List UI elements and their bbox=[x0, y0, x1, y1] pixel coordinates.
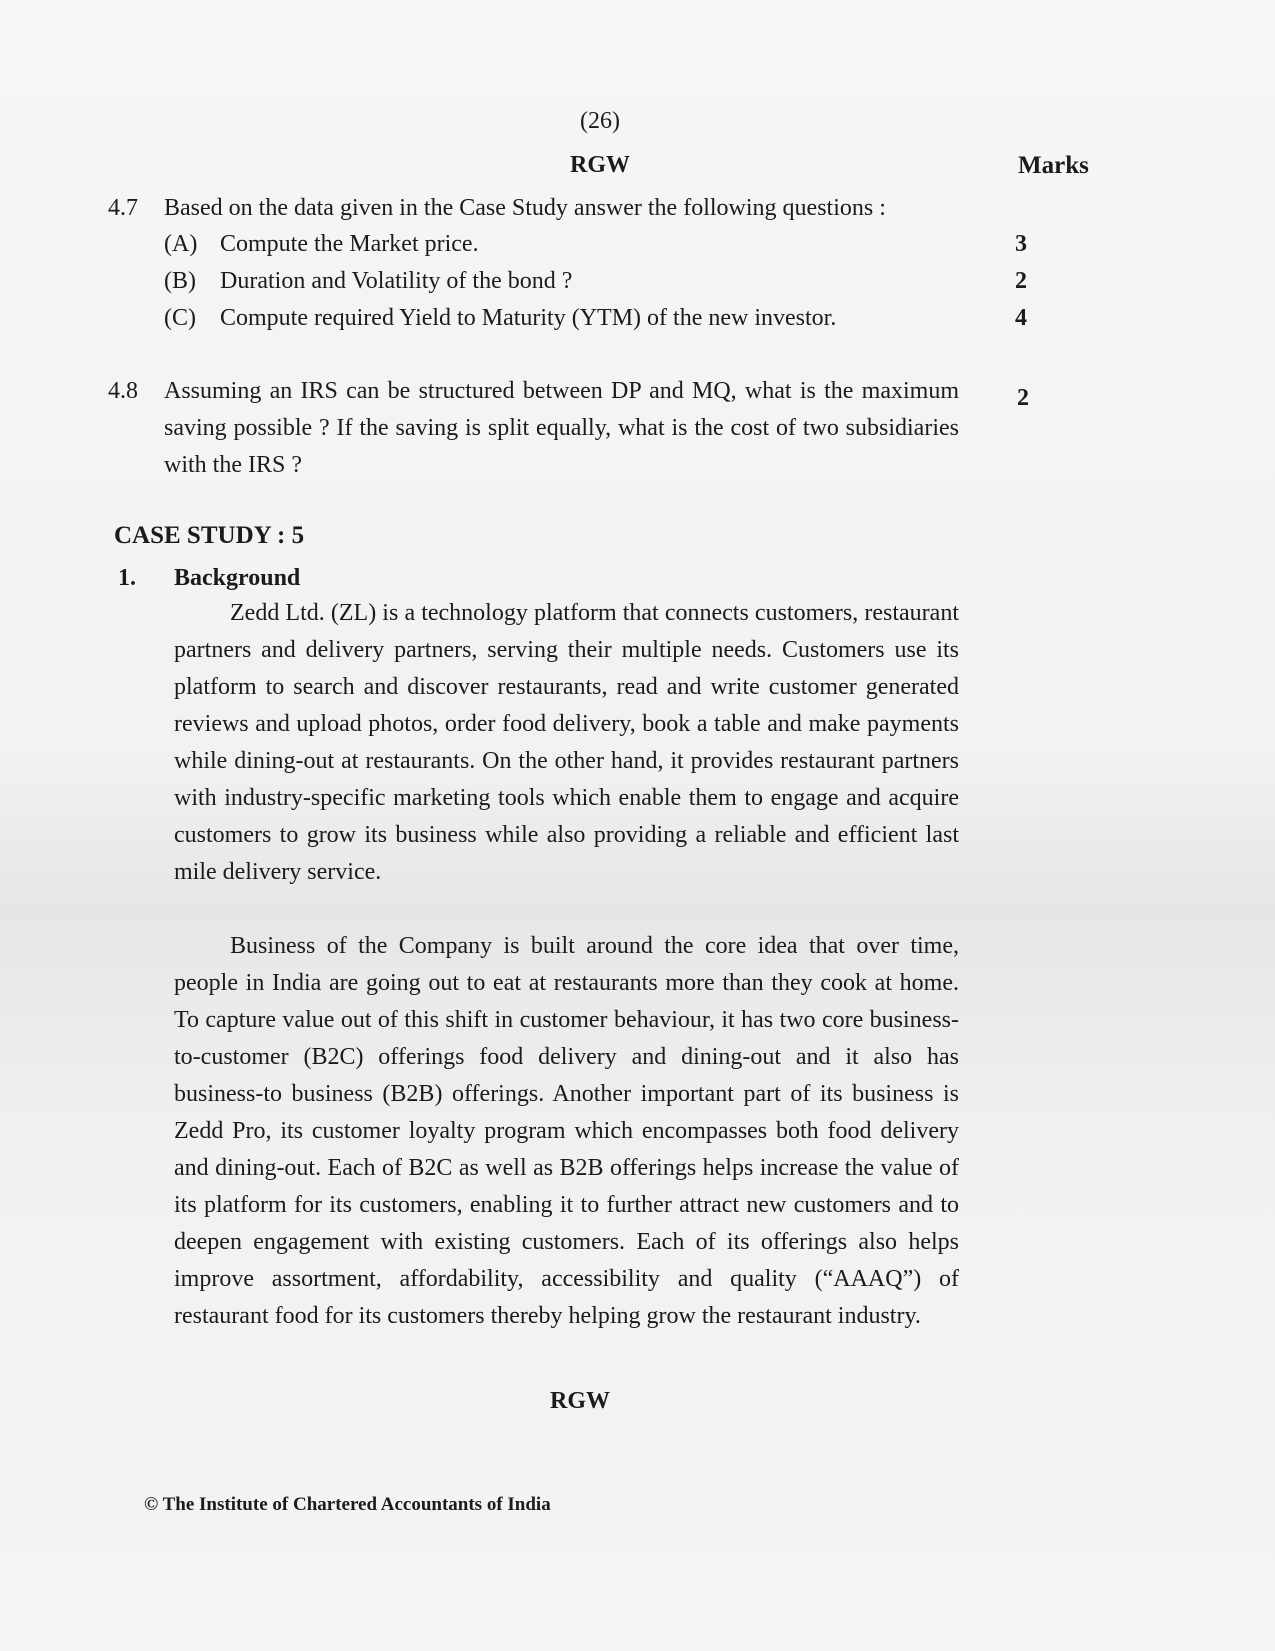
sub-question-text-a: Compute the Market price. bbox=[220, 231, 479, 257]
sub-question-label-a: (A) bbox=[164, 231, 198, 257]
copyright-notice: © The Institute of Chartered Accountants of India bbox=[144, 1494, 551, 1515]
question-4-7-text: Based on the data given in the Case Study answer the following questions : bbox=[164, 195, 886, 221]
background-paragraph-2: Business of the Company is built around the core idea that over time, people in India are going out to eat at restaurants more than they cook at home. To capture value out of this shift in customer behaviour, it has two core business-to-customer (B2C) offerings food delivery and dining-out and it also has business-to business (B2B) offerings. Another important part of its business is Zedd Pro, its customer loyalty program which encompasses both food delivery and dining-out. Each of B2C as well as B2B offerings helps increase the value of its platform for its customers, enabling it to further attract new customers and to deepen engagement with existing customers. Each of its offerings also helps improve assortment, affordability, accessibility and quality (“AAAQ”) of restaurant food for its customers thereby helping grow the restaurant industry. bbox=[174, 933, 959, 1329]
sub-question-text-c: Compute required Yield to Maturity (YTM) of the new investor. bbox=[220, 305, 837, 331]
marks-a: 3 bbox=[1015, 231, 1027, 257]
marks-column-label: Marks bbox=[1018, 152, 1089, 179]
case-study-title: CASE STUDY : 5 bbox=[114, 522, 305, 549]
sub-question-text-b: Duration and Volatility of the bond ? bbox=[220, 268, 573, 294]
sub-question-label-c: (C) bbox=[164, 305, 196, 331]
marks-c: 4 bbox=[1015, 305, 1027, 331]
section-number: 1. bbox=[118, 565, 136, 591]
header-code: RGW bbox=[570, 152, 630, 178]
question-number-4-8: 4.8 bbox=[108, 378, 138, 404]
sub-question-label-b: (B) bbox=[164, 268, 196, 294]
marks-b: 2 bbox=[1015, 268, 1027, 294]
page-number: (26) bbox=[580, 108, 620, 134]
question-4-8-text: Assuming an IRS can be structured between DP and MQ, what is the maximum saving possible ? If the saving is split equally, what is the cost of two subsidiaries with the IRS ? bbox=[164, 378, 959, 478]
question-number-4-7: 4.7 bbox=[108, 195, 138, 221]
section-title: Background bbox=[174, 565, 301, 591]
marks-4-8: 2 bbox=[1017, 385, 1029, 411]
background-paragraph-1: Zedd Ltd. (ZL) is a technology platform that connects customers, restaurant partners and delivery partners, serving their multiple needs. Customers use its platform to search and discover restaurants, read and write customer generated reviews and upload photos, order food delivery, book a table and make payments while dining-out at restaurants. On the other hand, it provides restaurant partners with industry-specific marketing tools which enable them to engage and acquire customers to grow its business while also providing a reliable and efficient last mile delivery service. bbox=[174, 600, 959, 885]
footer-code: RGW bbox=[550, 1388, 610, 1414]
